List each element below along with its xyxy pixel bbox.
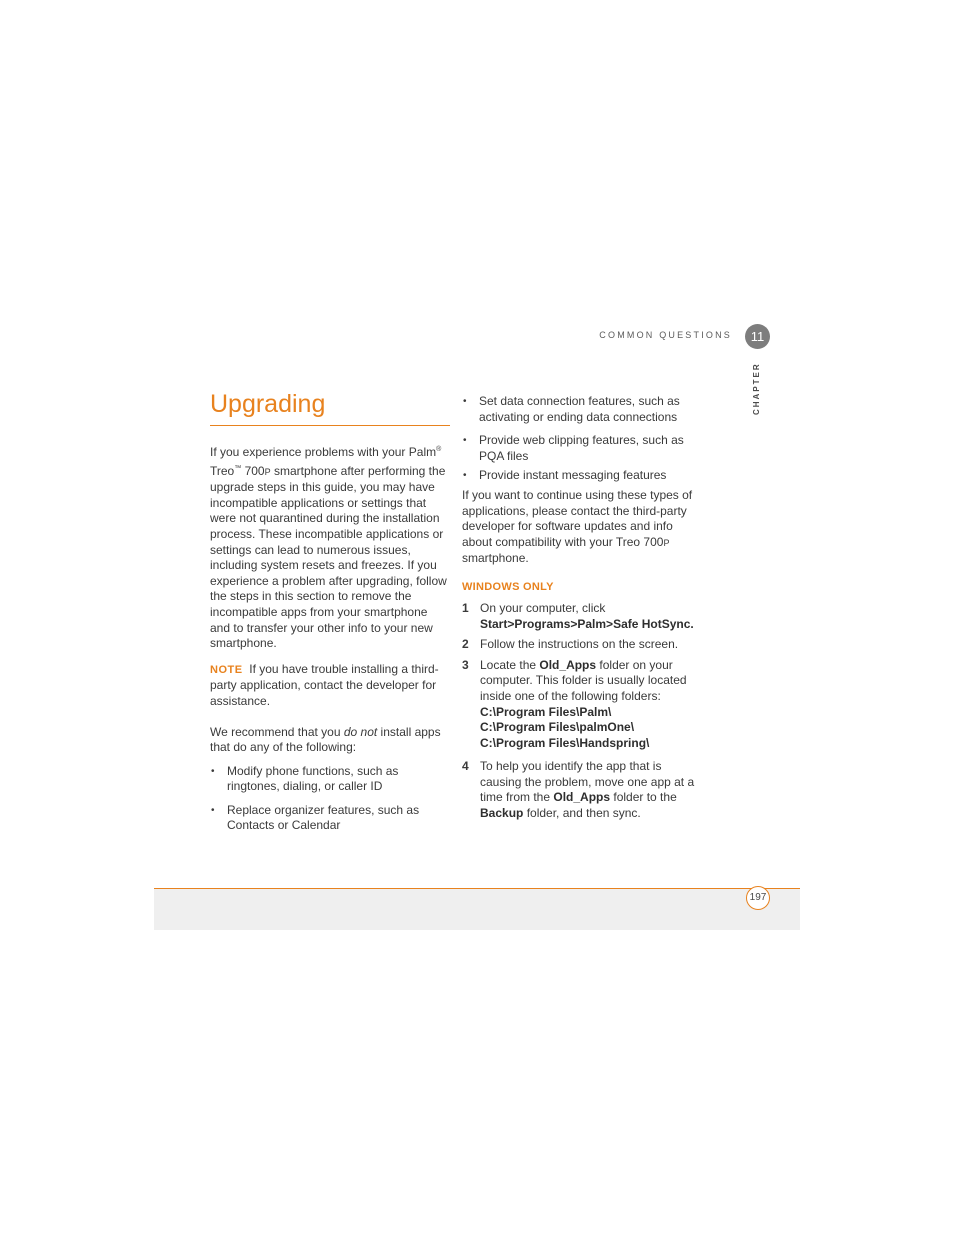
step-item: 2 Follow the instructions on the screen. [462,637,679,652]
registered-mark: ® [436,446,442,453]
chapter-number-badge: 11 [745,324,770,349]
intro-paragraph: If you experience problems with your Palm® Treo™ 700P smartphone after performing the upgrade steps in this guide, you may have incompatible applications or settings that were not quarantined during the installation process. These incompatible applications or settings can lead to numerous issues, including system resets and freezes. If you experience a problem after upgrading, follow the steps in this section to remove the incompatible apps from your smartphone and to transfer your other info to your new smartphone. [210,445,447,651]
left-column [210,390,450,834]
recommend-paragraph: We recommend that you do not install apps that do any of the following: [210,724,441,755]
trademark-mark: ™ [234,464,242,472]
page-title: Upgrading [210,390,450,426]
folder-path: C:\Program Files\Handspring\ [480,735,650,750]
folder-path: C:\Program Files\Palm\ [480,704,612,719]
note-paragraph: NOTE If you have trouble installing a third-party application, contact the developer for assistance. [210,661,439,708]
step-item: 3 Locate the Old_Apps folder on your computer. This folder is usually located inside one of the following folders: C:\Program Files\Palm\ C:\Program Files\palmOne\ C:\Program Files\Handspring\ [462,657,687,750]
folder-path: C:\Program Files\palmOne\ [480,720,635,735]
list-item: • Modify phone functions, such as ringtones, dialing, or caller ID [210,764,450,795]
right-column [462,394,704,822]
left-bullet-list [210,764,450,834]
step-item: 4 To help you identify the app that is causing the problem, move one app at a time from the Old_Apps folder to the Backup folder, and then sync. [462,759,695,821]
list-item: • Set data connection features, such as activating or ending data connections [462,394,704,425]
note-label: NOTE [210,663,243,676]
list-item: • Provide instant messaging features [462,468,704,484]
list-item: • Provide web clipping features, such as PQA files [462,433,704,464]
windows-only-heading: WINDOWS ONLY [462,580,554,593]
list-item: • Replace organizer features, such as Contacts or Calendar [210,803,450,834]
chapter-vertical-label: CHAPTER [752,362,761,415]
compatibility-paragraph: If you want to continue using these types of applications, please contact the third-party developer for software updates and info about compatibility with your Treo 700P smartphone. [462,487,693,566]
right-bullet-list [462,394,704,484]
page-number-badge: 197 [746,886,770,910]
footer-band [154,888,800,930]
section-header-label: COMMON QUESTIONS [599,330,732,340]
step-item: 1 On your computer, click Start>Programs>Palm>Safe HotSync. [462,600,694,631]
windows-steps-list [462,601,704,822]
